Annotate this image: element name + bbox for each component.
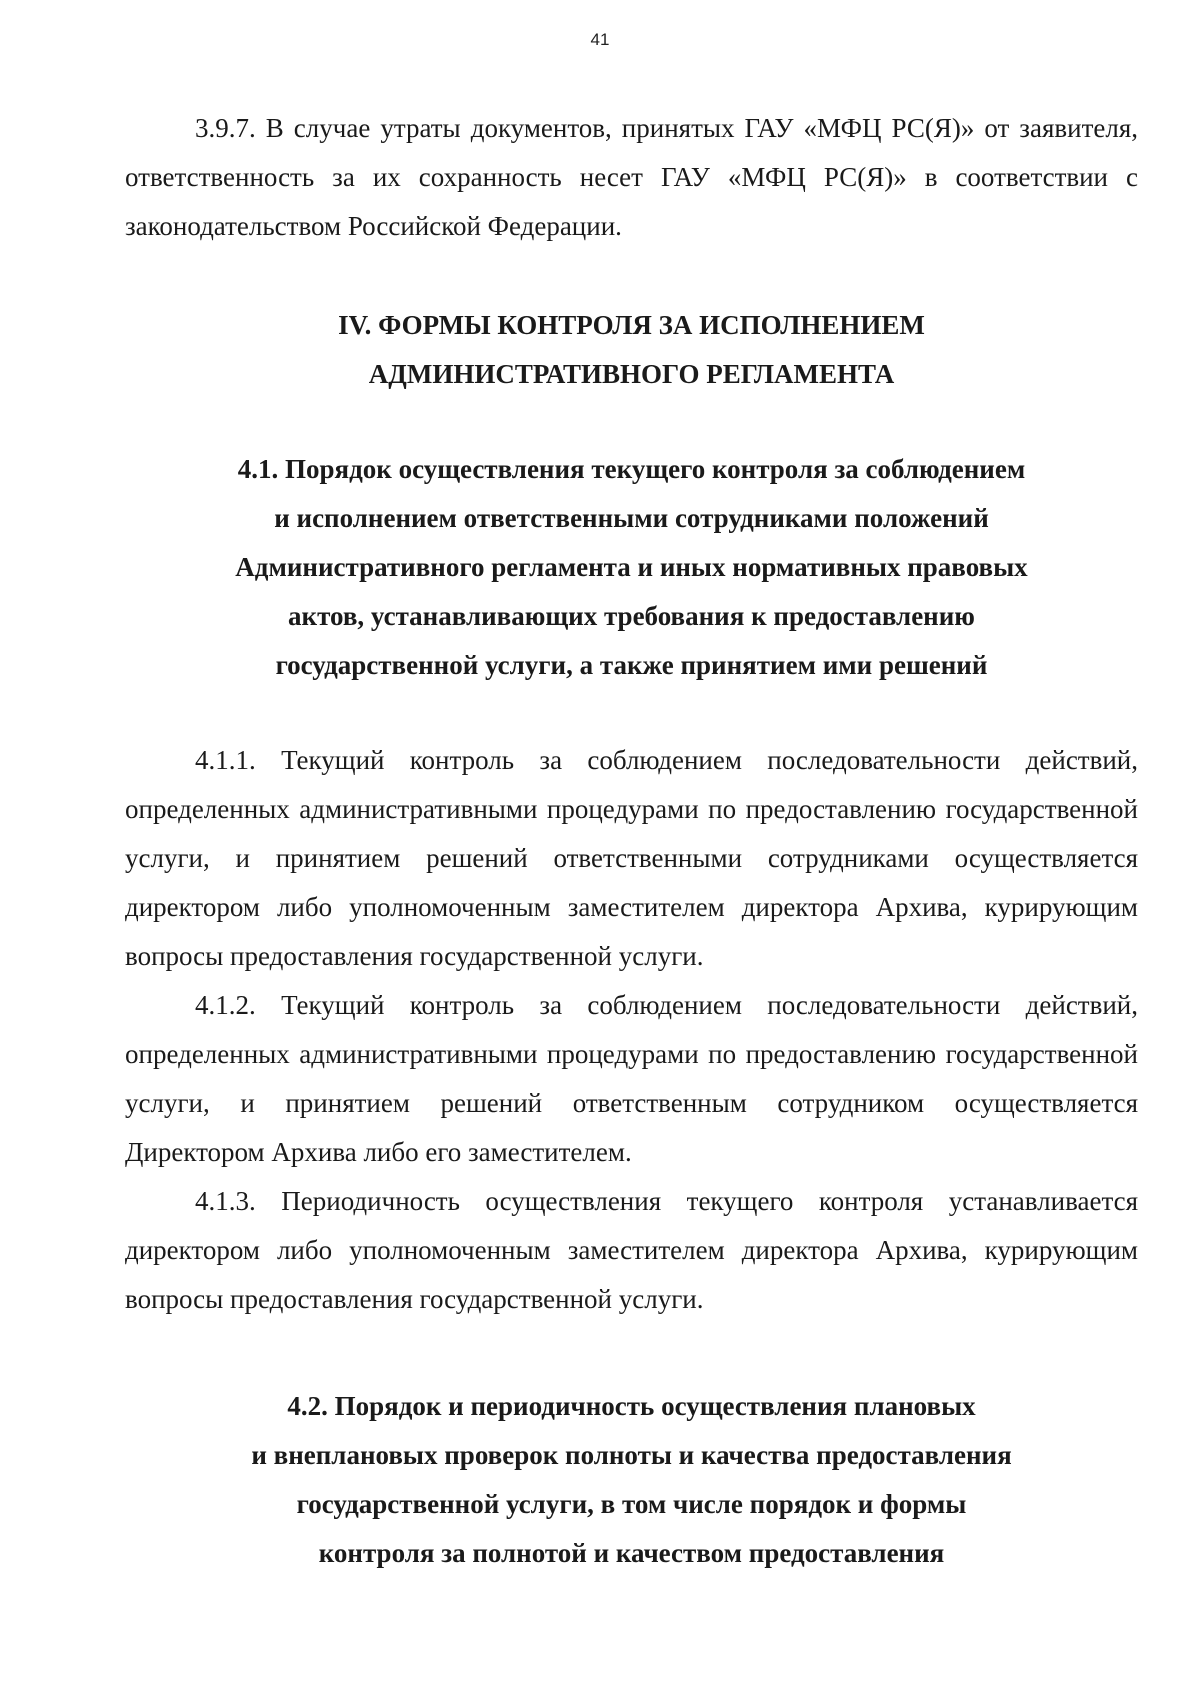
paragraph-3-9-7: 3.9.7. В случае утраты документов, принятых ГАУ «МФЦ РС(Я)» от заявителя, ответственность за их сохранность несет ГАУ «МФЦ РС(Я)» в соответствии с законодательством Российской Федерации. (125, 113, 1138, 241)
subsection-4-2-heading (125, 1382, 1138, 1578)
heading-line: АДМИНИСТРАТИВНОГО РЕГЛАМЕНТА (368, 359, 895, 389)
heading-line: IV. ФОРМЫ КОНТРОЛЯ ЗА ИСПОЛНЕНИЕМ (338, 310, 925, 340)
heading-line: и исполнением ответственными сотрудниками положений (274, 503, 989, 533)
subsection-4-1-body (125, 736, 1138, 1324)
paragraph-4-1-3: 4.1.3. Периодичность осуществления текущего контроля устанавливается директором либо уполномоченным заместителем директора Архива, курирующим вопросы предоставления государственной услуги. (125, 1186, 1138, 1314)
paragraph-4-1-2: 4.1.2. Текущий контроль за соблюдением последовательности действий, определенных административными процедурами по предоставлению государственной услуги, и принятием решений ответственным сотрудником осуществляется Директором Архива либо его заместителем. (125, 990, 1138, 1167)
heading-line: и внеплановых проверок полноты и качества предоставления (251, 1440, 1012, 1470)
heading-line: 4.2. Порядок и периодичность осуществления плановых (287, 1391, 976, 1421)
section-iv-heading (125, 301, 1138, 399)
paragraph-4-1-1: 4.1.1. Текущий контроль за соблюдением последовательности действий, определенных административными процедурами по предоставлению государственной услуги, и принятием решений ответственными сотрудниками осуществляется директором либо уполномоченным заместителем директора Архива, курирующим вопросы предоставления государственной услуги. (125, 745, 1138, 971)
heading-line: контроля за полнотой и качеством предоставления (318, 1538, 945, 1568)
heading-line: государственной услуги, а также принятием ими решений (275, 650, 988, 680)
heading-line: государственной услуги, в том числе порядок и формы (296, 1489, 967, 1519)
heading-line: Административного регламента и иных нормативных правовых (235, 552, 1028, 582)
page-number: 41 (590, 30, 610, 49)
heading-line: 4.1. Порядок осуществления текущего контроля за соблюдением (237, 454, 1026, 484)
subsection-4-1-heading (125, 445, 1138, 690)
heading-line: актов, устанавливающих требования к предоставлению (288, 601, 975, 631)
page-content (125, 104, 1138, 1578)
